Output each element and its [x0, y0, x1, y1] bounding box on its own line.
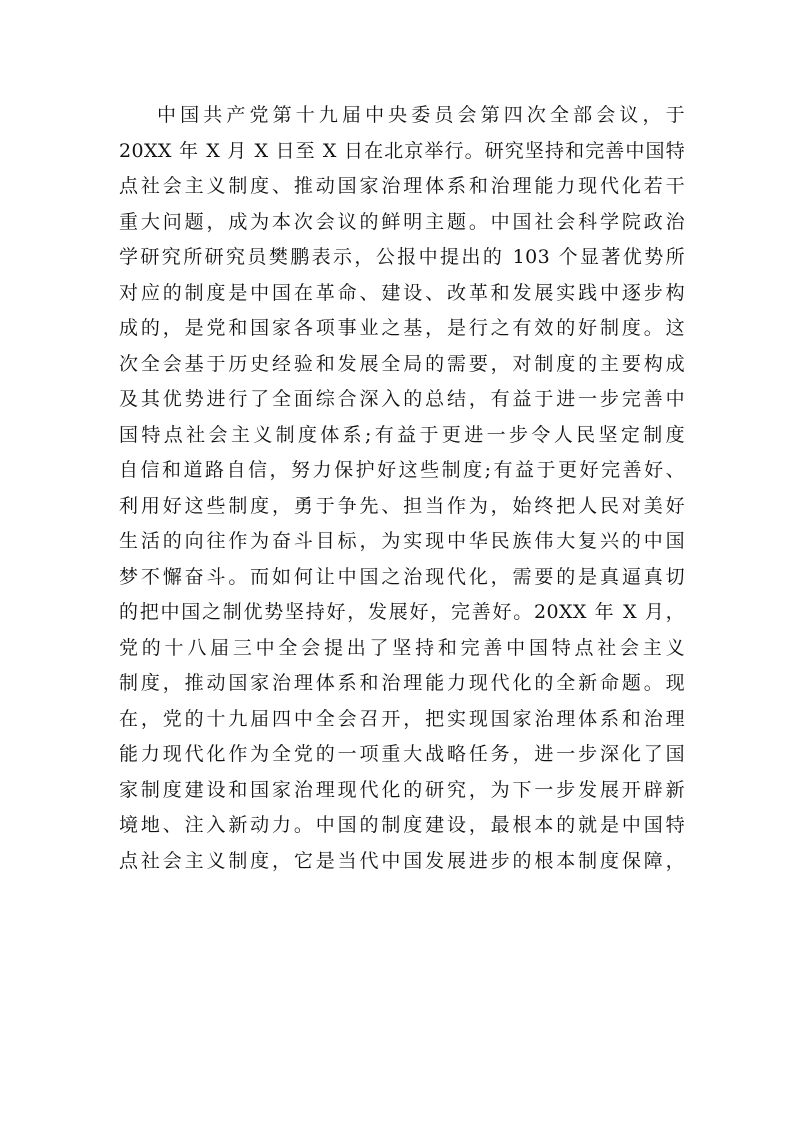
paragraph-line-17: 制度，推动国家治理体系和治理能力现代化的全新命题。现: [119, 672, 685, 694]
paragraph-line-6: 对应的制度是中国在革命、建设、改革和发展实践中逐步构: [119, 281, 685, 304]
paragraph-line-9: 及其优势进行了全面综合深入的总结，有益于进一步完善中: [119, 388, 685, 410]
paragraph-line-15: 的把中国之制优势坚持好，发展好，完善好。20XX 年 X 月，: [119, 601, 685, 623]
paragraph-line-2: 20XX 年 X 月 X 日至 X 日在北京举行。研究坚持和完善中国特: [119, 139, 685, 162]
paragraph-line-4: 重大问题，成为本次会议的鲜明主题。中国社会科学院政治: [119, 210, 685, 233]
paragraph-line-5: 学研究所研究员樊鹏表示，公报中提出的 103 个显著优势所: [119, 246, 685, 268]
paragraph-line-12: 利用好这些制度，勇于争先、担当作为，始终把人民对美好: [119, 494, 685, 517]
paragraph-line-19: 能力现代化作为全党的一项重大战略任务，进一步深化了国: [119, 743, 685, 765]
paragraph-line-21: 境地、注入新动力。中国的制度建设，最根本的就是中国特: [119, 814, 685, 836]
paragraph-line-10: 国特点社会主义制度体系;有益于更进一步令人民坚定制度: [119, 423, 685, 446]
body-paragraph: [119, 98, 685, 879]
paragraph-line-20: 家制度建设和国家治理现代化的研究，为下一步发展开辟新: [119, 778, 685, 801]
paragraph-line-1: 中国共产党第十九届中央委员会第四次全部会议，于: [157, 104, 685, 126]
paragraph-line-14: 梦不懈奋斗。而如何让中国之治现代化，需要的是真逼真切: [119, 565, 685, 588]
paragraph-line-18: 在，党的十九届四中全会召开，把实现国家治理体系和治理: [119, 707, 685, 730]
paragraph-line-16: 党的十八届三中全会提出了坚持和完善中国特点社会主义: [119, 636, 685, 659]
paragraph-line-7: 成的，是党和国家各项事业之基，是行之有效的好制度。这: [119, 317, 685, 339]
paragraph-line-3: 点社会主义制度、推动国家治理体系和治理能力现代化若干: [119, 175, 685, 197]
paragraph-line-11: 自信和道路自信，努力保护好这些制度;有益于更好完善好、: [119, 459, 685, 481]
paragraph-line-13: 生活的向往作为奋斗目标，为实现中华民族伟大复兴的中国: [119, 530, 685, 552]
paragraph-line-22: 点社会主义制度，它是当代中国发展进步的根本制度保障，: [119, 849, 685, 872]
paragraph-line-8: 次全会基于历史经验和发展全局的需要，对制度的主要构成: [119, 352, 685, 375]
